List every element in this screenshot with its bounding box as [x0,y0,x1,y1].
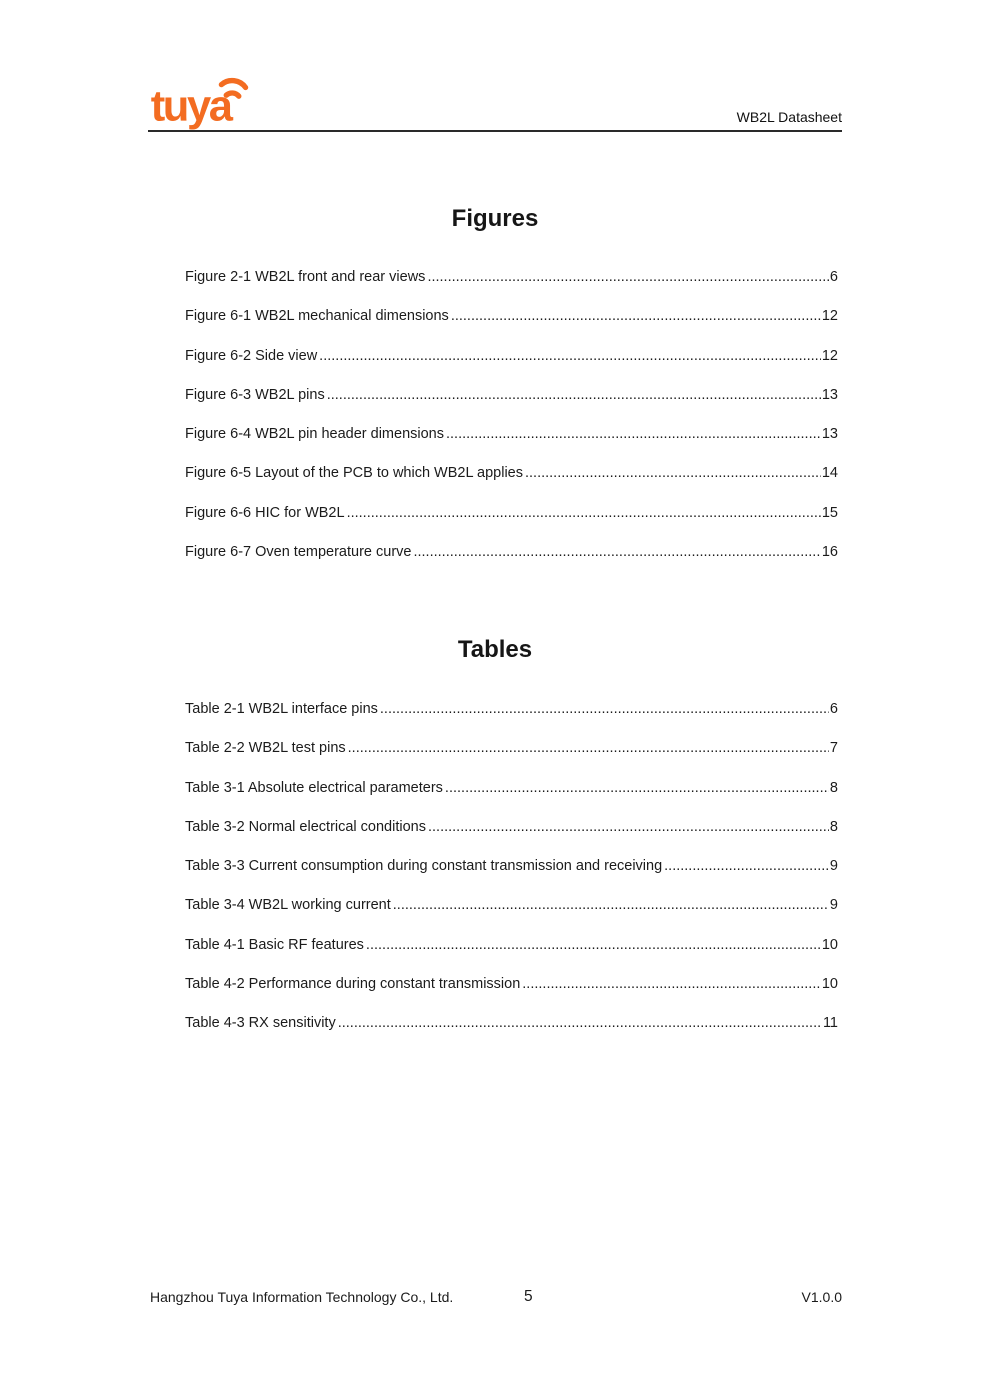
toc-leader-dots [523,454,821,493]
toc-leader-dots [411,533,820,572]
toc-entry[interactable] [185,965,838,1004]
toc-entry-label: Figure 6-3 WB2L pins [185,386,325,403]
toc-leader-dots [378,690,829,729]
toc-entry-label: Table 3-4 WB2L working current [185,897,391,914]
toc-entry[interactable] [185,729,838,768]
tuya-logo-text: tuya [150,82,231,131]
toc-entry[interactable] [185,886,838,925]
toc-leader-dots [364,926,821,965]
toc-entry-label: Table 2-2 WB2L test pins [185,740,346,757]
toc-entry-page: 12 [821,347,838,364]
toc-entry-page: 8 [829,818,838,835]
toc-entry[interactable] [185,847,838,886]
footer-page-number: 5 [524,1288,533,1305]
document-title: WB2L Datasheet [736,109,842,125]
toc-leader-dots [317,337,821,376]
toc-entry-label: Table 2-1 WB2L interface pins [185,701,378,717]
toc-entry-page: 11 [822,1015,838,1032]
toc-leader-dots [444,415,821,454]
footer-company: Hangzhou Tuya Information Technology Co., Ltd. [150,1289,454,1305]
footer-version: V1.0.0 [801,1289,842,1305]
toc-entry-label: Figure 6-7 Oven temperature curve [185,544,412,561]
toc-leader-dots [391,886,829,925]
toc-entry-label: Table 3-1 Absolute electrical parameters [185,779,443,796]
toc-entry[interactable] [185,690,838,729]
toc-entry[interactable] [185,808,838,847]
toc-entry-page: 15 [821,504,838,521]
toc-leader-dots [325,376,821,415]
tables-heading: Tables [457,636,533,663]
toc-entry-label: Table 3-2 Normal electrical conditions [185,818,426,835]
toc-entry-page: 8 [829,779,838,796]
toc-entry-page: 6 [829,269,838,285]
toc-entry[interactable] [185,297,838,336]
toc-leader-dots [346,729,829,768]
toc-leader-dots [520,965,821,1004]
toc-entry-label: Figure 6-4 WB2L pin header dimensions [185,426,444,443]
toc-entry[interactable] [185,533,838,572]
toc-entry-label: Figure 6-5 Layout of the PCB to which WB2L applies [185,465,523,482]
figures-heading: Figures [451,205,539,232]
toc-entry-label: Table 3-3 Current consumption during constant transmission and receiving [185,858,663,875]
toc-entry-page: 9 [829,858,838,875]
toc-entry-label: Figure 6-2 Side view [185,347,318,364]
toc-entry-label: Figure 6-1 WB2L mechanical dimensions [185,308,449,325]
toc-entry-page: 10 [821,976,838,993]
toc-entry[interactable] [185,337,838,376]
toc-leader-dots [449,297,821,336]
toc-entry-label: Table 4-3 RX sensitivity [185,1015,336,1032]
toc-entry[interactable] [185,415,838,454]
toc-leader-dots [425,258,828,297]
toc-entry[interactable] [185,1004,838,1043]
toc-leader-dots [345,494,821,533]
toc-entry[interactable] [185,926,838,965]
toc-entry-page: 12 [821,308,838,325]
toc-entry[interactable] [185,258,838,297]
toc-entry-label: Figure 6-6 HIC for WB2L [185,504,345,521]
toc-entry-page: 14 [821,465,838,482]
toc-entry-label: Figure 2-1 WB2L front and rear views [185,269,426,285]
toc-leader-dots [336,1004,822,1043]
toc-entry-page: 7 [829,740,838,757]
toc-entry-page: 13 [821,426,838,443]
tuya-logo [148,72,258,132]
toc-entry-page: 9 [829,897,838,914]
toc-entry-page: 10 [821,936,838,953]
toc-leader-dots [426,808,829,847]
tables-list [185,690,838,1044]
toc-entry-page: 16 [821,544,838,561]
toc-leader-dots [443,769,829,808]
figures-list [185,258,838,572]
page-header [148,0,842,132]
toc-entry-label: Table 4-1 Basic RF features [185,936,364,953]
toc-entry-label: Table 4-2 Performance during constant transmission [185,976,521,993]
page-footer [150,1288,842,1310]
toc-entry-page: 13 [821,386,838,403]
toc-entry[interactable] [185,376,838,415]
toc-leader-dots [662,847,829,886]
toc-entry[interactable] [185,494,838,533]
toc-entry[interactable] [185,769,838,808]
toc-entry[interactable] [185,454,838,493]
toc-entry-page: 6 [829,701,838,717]
